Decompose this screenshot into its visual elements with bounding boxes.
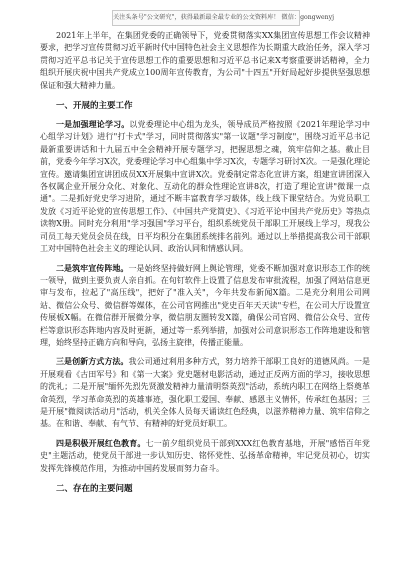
work-item-4-lead: 四是积极开展红色教育。	[56, 437, 146, 448]
work-item-2	[40, 262, 370, 350]
work-item-4	[40, 437, 370, 475]
work-item-2-text: 一是始终坚持做好网上舆论管理，党委不断加强对意识形态工作的统一领导，做到主要负责人亲自抓。在旬钉软件上设置了信息发布审批流程，加强了网站信息更审与发布，拉起了"高压线"，把好了"准入关"，今年共发布新闻X篇。二是充分利用公司网站、微信公众号、微信群等媒体，在公司官网推出"党史百年天天读"专栏，在公司大厅设置宣传展板X幅。在微信群开展微分享，微信朋友圈转发X篇，确保公司官网、微信公众号、宣传栏等意识形态阵地内容及时更新，通过等一系列举措，加强对公司意识形态工作阵地建设和管理，始终坚持正确方向和导向，弘扬主旋律，传播正能量。	[40, 263, 371, 347]
work-item-1	[40, 118, 370, 255]
work-item-3-lead: 三是创新方式方法。	[56, 356, 129, 367]
work-item-1-text: 以党委理论中心组为龙头，领导成员严格按照《2021年理论学习中心组学习计划》进行"打卡式"学习，同时贯彻落实"第一议题"学习制度"，围绕习近平总书记最新重要讲话和十九届五中全会精神开展专题学习，把握思想之魂，筑牢信仰之基。截止目前，党委今年学习X次，党委理论学习中心组集中学习X次，专题学习研讨X次。一是强化理论宣传。邀请集团宣讲团成员XX开展集中宣讲X次。党委制定常态化宣讲方案，组建宣讲团深入各权属企业开展分众化、对象化、互动化的群众性理论宣讲8次，打造了理论宣讲"微课一点通"。二是抓好党史学习进阶，通过不断丰富教育学习载体，线上线下课堂结合。为党员职工发放《习近平论党的宣传思想工作》、《中国共产党简史》、《习近平论中国共产党历史》等热点读物X册。同时充分利用"学习强国"学习平台，组织系统党员干部职工开展线上学习，现我公司员工每天党员会员在线，日平均积分在集团系统排名前列。通过以上举措提高我公司干部职工对中国特色社会主义的理论认同、政治认同和情感认同。	[40, 120, 371, 254]
work-item-3-text: 我公司通过利用多种方式，努力培养干部职工良好的道德风尚。一是开展观看《古田军号》和《第一大案》党史题材电影活动，通过正反两方面的学习，接收思想的洗礼；二是开展"缅怀先烈先贤激发精神力量清明祭英烈"活动，系统内职工在网络上祭奠革命英烈，学习革命英烈的英雄事迹，强化职工爱国、奉献、感恩主义情怀，传承红色基因；三是开展"微阅读活动月"活动，机关全体人员每天诵读红色经典，以滋养精神力量、筑牢信仰之基。在和谐、奉献、有气节、有精神的好党员好职工。	[40, 357, 371, 429]
work-item-4-text: 七一前夕组织党员干部到XXX红色教育基地，开展"感悟百年党史"主题活动，使党员干部进一步认知历史、铭怀党性、弘扬革命精神，牢记党员初心，切实发挥先锋模范作用，为推动中国药发展而努力奋斗。	[40, 438, 371, 473]
intro-paragraph: 2021年上半年，在集团党委的正确领导下，党委贯彻落实XX集团宣传思想工作会议精神要求，把学习宣传贯彻习近平新时代中国特色社会主义思想作为长期重大政治任务，深入学习贯彻习近平总书记关于宣传思想工作的重要思想和习近平总书记来X考察重要讲话精神，全力组织开展庆祝中国共产党成立100周年宣传教育，为公司"十四五"开好局起好步提供坚强思想保证和强大精神力量。	[40, 31, 370, 90]
work-item-2-lead: 二是筑牢宣传阵地。	[56, 262, 129, 273]
work-item-3	[40, 355, 370, 430]
document-body	[40, 30, 370, 501]
header-notice: 关注头条号"公文研究"，获得最新最全最专业的公文资料库！ 微信：gongwenyj	[112, 10, 300, 26]
section-title-problems: 二、存在的主要问题	[56, 484, 133, 494]
work-item-1-lead: 一是加强理论学习。	[56, 119, 130, 130]
section-title-main-work: 一、开展的主要工作	[56, 101, 133, 112]
